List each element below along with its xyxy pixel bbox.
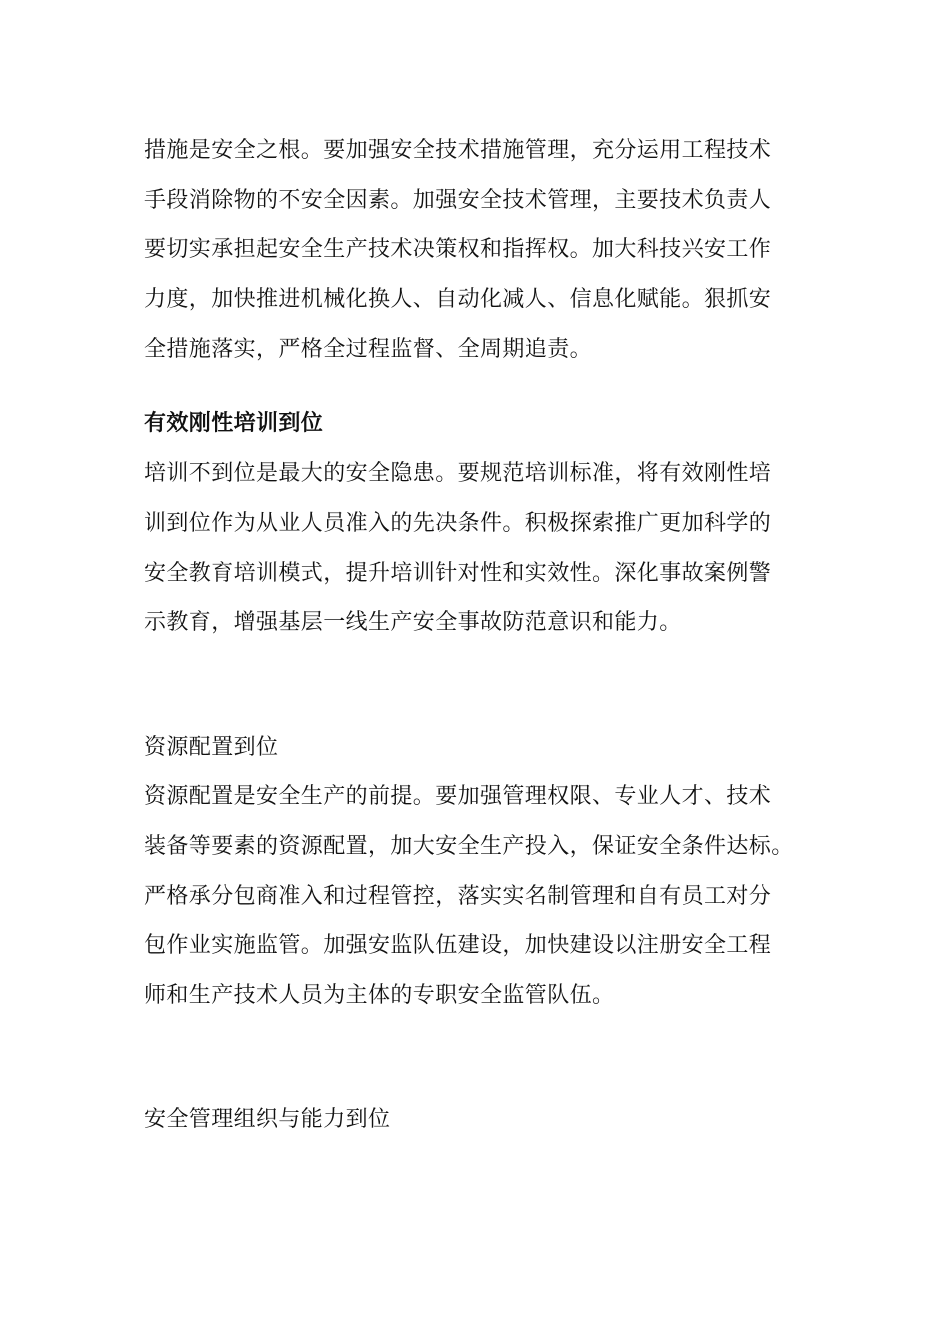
paragraph-line: 力度，加快推进机械化换人、自动化减人、信息化赋能。狠抓安 [144,287,772,312]
section-heading-training: 有效刚性培训到位 [144,411,324,436]
paragraph-line: 措施是安全之根。要加强安全技术措施管理，充分运用工程技术 [144,138,772,163]
paragraph-line: 手段消除物的不安全因素。加强安全技术管理，主要技术负责人 [144,188,772,213]
paragraph-line: 装备等要素的资源配置，加大安全生产投入，保证安全条件达标。 [144,834,794,859]
section-heading-organization: 安全管理组织与能力到位 [144,1107,391,1132]
paragraph-line: 严格承分包商准入和过程管控，落实实名制管理和自有员工对分 [144,884,772,909]
paragraph-line: 示教育，增强基层一线生产安全事故防范意识和能力。 [144,610,682,635]
paragraph-line: 全措施落实，严格全过程监督、全周期追责。 [144,337,593,362]
paragraph-line: 训到位作为从业人员准入的先决条件。积极探索推广更加科学的 [144,511,772,536]
section-heading-resources: 资源配置到位 [144,735,279,760]
paragraph-line: 师和生产技术人员为主体的专职安全监管队伍。 [144,983,615,1008]
paragraph-line: 资源配置是安全生产的前提。要加强管理权限、专业人才、技术 [144,784,772,809]
paragraph-line: 安全教育培训模式，提升培训针对性和实效性。深化事故案例警 [144,561,772,586]
paragraph-line: 包作业实施监管。加强安监队伍建设，加快建设以注册安全工程 [144,933,772,958]
paragraph-line: 培训不到位是最大的安全隐患。要规范培训标准，将有效刚性培 [144,461,772,486]
paragraph-line: 要切实承担起安全生产技术决策权和指挥权。加大科技兴安工作 [144,237,772,262]
